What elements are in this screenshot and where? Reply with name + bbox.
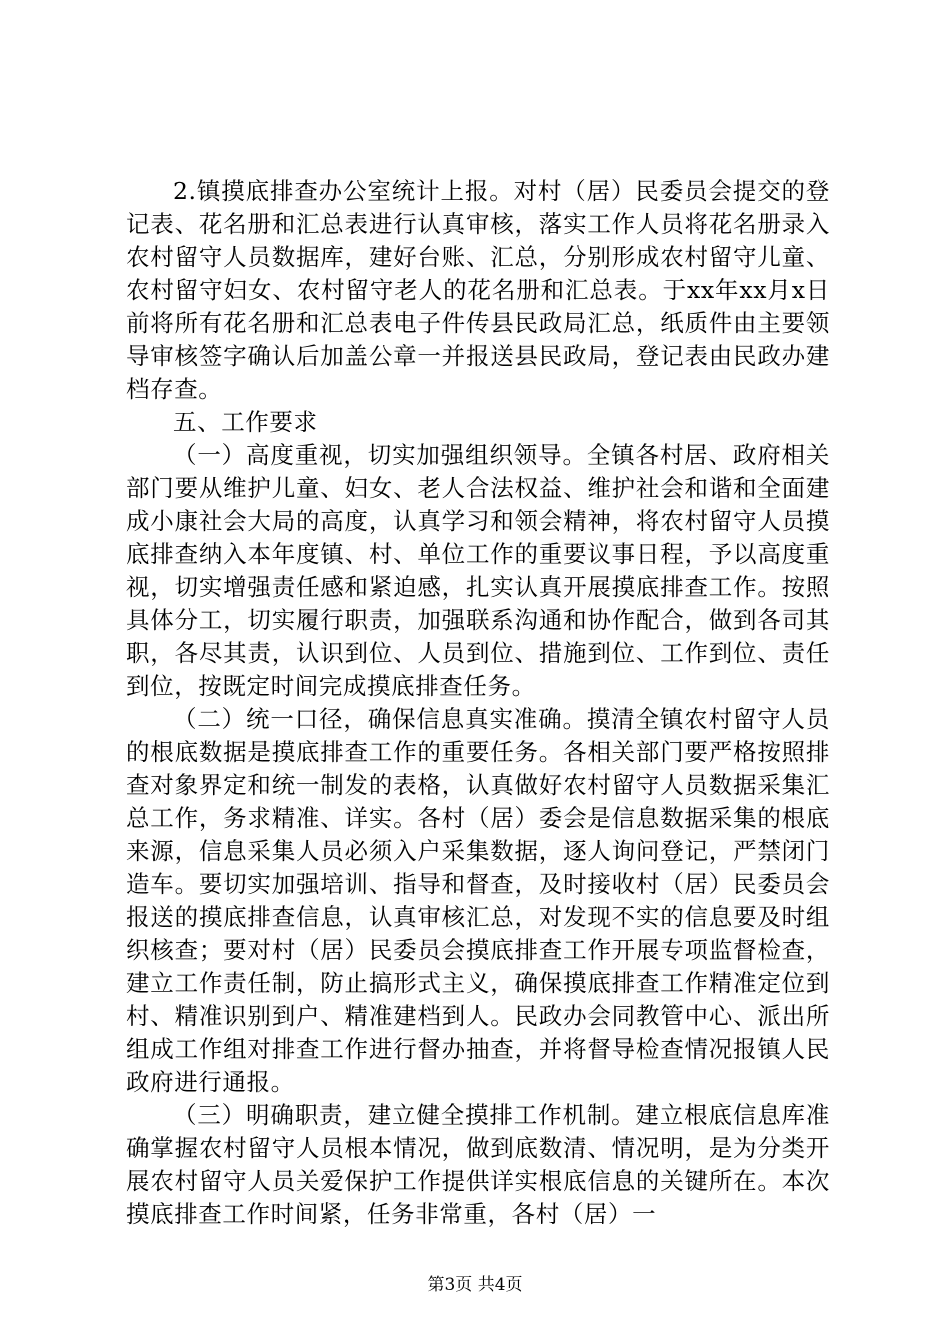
paragraph-clear-responsibilities: （三）明确职责，建立健全摸排工作机制。建立根底信息库准确掌握农村留守人员根本情况，做到底数清、情况明，是为分类开展农村留守人员关爱保护工作提供详实根底信息的关键所在。本次摸底排查工作时间紧，任务非常重，各村（居）一 (126, 1101, 830, 1228)
paragraph-high-attention: （一）高度重视，切实加强组织领导。全镇各村居、政府相关部门要从维护儿童、妇女、老人合法权益、维护社会和谐和全面建成小康社会大局的高度，认真学习和领会精神，将农村留守人员摸底排查纳入本年度镇、村、单位工作的重要议事日程，予以高度重视，切实增强责任感和紧迫感，扎实认真开展摸底排查工作。按照具体分工，切实履行职责，加强联系沟通和协作配合，做到各司其职，各尽其责，认识到位、人员到位、措施到位、工作到位、责任到位，按既定时间完成摸底排查任务。 (126, 441, 830, 700)
section-heading-work-requirements: 五、工作要求 (173, 408, 318, 436)
page-footer: 第3页 共4页 (427, 1275, 523, 1295)
paragraph-statistics-report: 2.镇摸底排查办公室统计上报。对村（居）民委员会提交的登记表、花名册和汇总表进行认真审核，落实工作人员将花名册录入农村留守人员数据库，建好台账、汇总，分别形成农村留守儿童、农村留守妇女、农村留守老人的花名册和汇总表。于xx年xx月x日前将所有花名册和汇总表电子件传县民政局汇总，纸质件由主要领导审核签字确认后加盖公章一并报送县民政局，登记表由民政办建档存查。 (126, 177, 830, 403)
document-body (126, 175, 830, 1231)
paragraph-unified-standard: （二）统一口径，确保信息真实准确。摸清全镇农村留守人员的根底数据是摸底排查工作的重要任务。各相关部门要严格按照排查对象界定和统一制发的表格，认真做好农村留守人员数据采集汇总工作，务求精准、详实。各村（居）委会是信息数据采集的根底来源，信息采集人员必须入户采集数据，逐人询问登记，严禁闭门造车。要切实加强培训、指导和督查，及时接收村（居）民委员会报送的摸底排查信息，认真审核汇总，对发现不实的信息要及时组织核查；要对村（居）民委员会摸底排查工作开展专项监督检查，建立工作责任制，防止搞形式主义，确保摸底排查工作精准定位到村、精准识别到户、精准建档到人。民政办会同教管中心、派出所组成工作组对排查工作进行督办抽查，并将督导检查情况报镇人民政府进行通报。 (126, 705, 830, 1096)
